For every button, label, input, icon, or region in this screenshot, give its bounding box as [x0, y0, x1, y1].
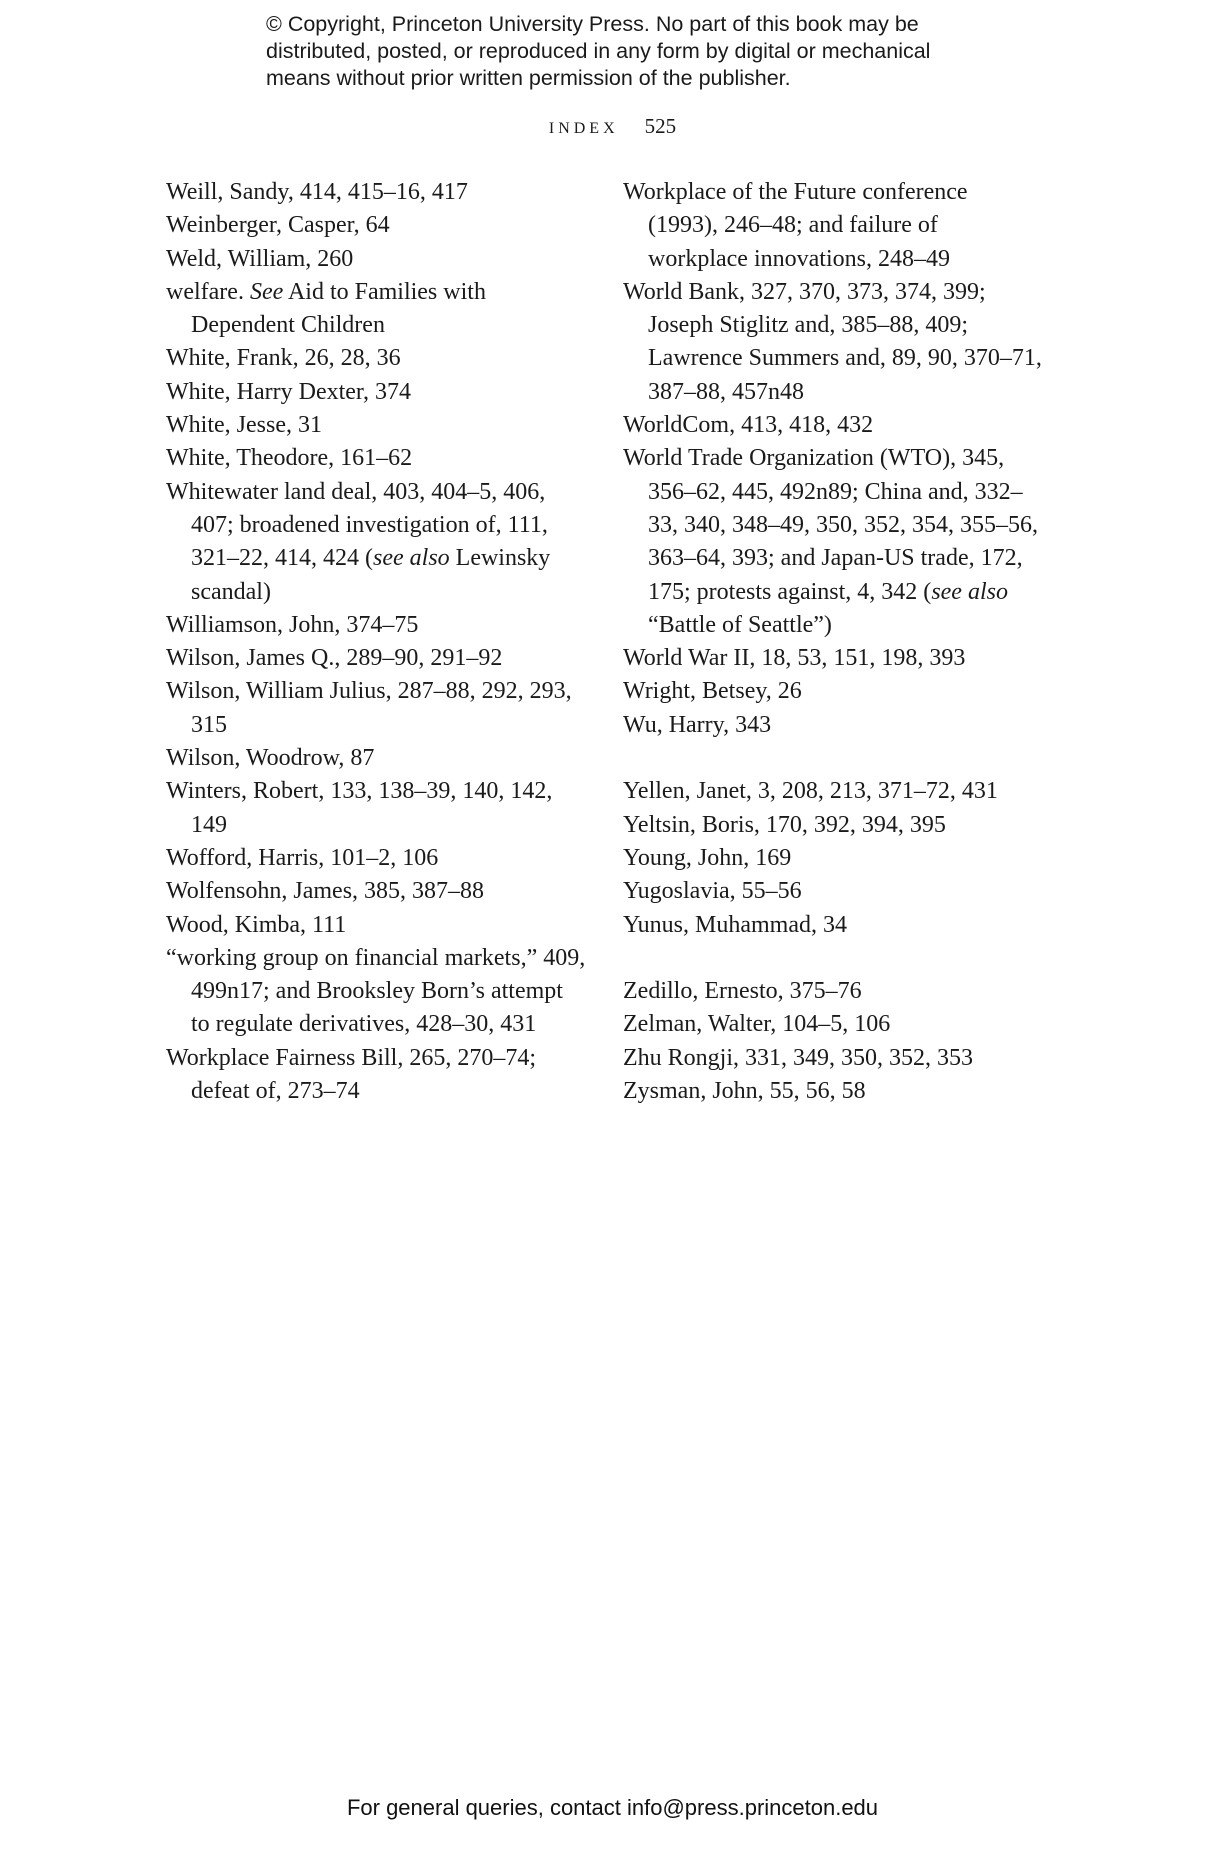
copyright-line: distributed, posted, or reproduced in any form by digital or mechanical [266, 39, 931, 63]
index-column-left [166, 176, 586, 1108]
index-entry [623, 176, 1043, 276]
entry-text: Yunus, Muhammad, 34 [623, 911, 847, 938]
index-entry [623, 1042, 1043, 1075]
index-entry [166, 942, 586, 1042]
entry-text: Wolfensohn, James, 385, 387–88 [166, 878, 485, 905]
entry-text: Zedillo, Ernesto, 375–76 [623, 978, 862, 1005]
index-entry [623, 975, 1043, 1008]
index-entry [166, 609, 586, 642]
entry-text: White, Theodore, 161–62 [166, 445, 413, 472]
entry-text: Wright, Betsey, 26 [623, 678, 802, 705]
index-entry [623, 775, 1043, 808]
index-entry [623, 642, 1043, 675]
entry-text: Winters, Robert, 133, 138–39, 140, 142, 149 [166, 778, 553, 838]
entry-text: White, Frank, 26, 28, 36 [166, 345, 401, 372]
entry-text: welfare. [166, 278, 250, 305]
entry-text: Zhu Rongji, 331, 349, 350, 352, 353 [623, 1044, 974, 1071]
entry-cross-reference: see also [373, 545, 450, 572]
index-entry [166, 642, 586, 675]
entry-text: Weld, William, 260 [166, 245, 354, 272]
index-entry [166, 476, 586, 609]
index-entry [166, 842, 586, 875]
running-head [0, 114, 1225, 139]
entry-text: Wilson, Woodrow, 87 [166, 745, 375, 772]
entry-cross-reference: see also [931, 578, 1008, 605]
index-entry [623, 875, 1043, 908]
entry-text: Whitewater land deal, 403, 404–5, 406, 407; broadened investigation of, 111, 321–22, 414, 424 ( [166, 478, 548, 572]
index-entry [166, 442, 586, 475]
index-entry [166, 675, 586, 742]
index-entry [166, 875, 586, 908]
entry-text: Weinberger, Casper, 64 [166, 212, 390, 239]
index-entry [166, 243, 586, 276]
index-entry [623, 909, 1043, 942]
index-entry [166, 775, 586, 842]
entry-text: White, Jesse, 31 [166, 412, 322, 439]
index-entry [166, 376, 586, 409]
entry-text: Wood, Kimba, 111 [166, 911, 347, 938]
footer-contact: For general queries, contact info@press.princeton.edu [346, 1795, 879, 1820]
entry-text: World Bank, 327, 370, 373, 374, 399; Joseph Stiglitz and, 385–88, 409; Lawrence Summers and, 89, 90, 370–71, 387–88, 457n48 [623, 278, 1042, 405]
copyright-notice [266, 11, 986, 92]
entry-text: Wu, Harry, 343 [623, 711, 772, 738]
entry-text: Zelman, Walter, 104–5, 106 [623, 1011, 891, 1038]
index-entry [166, 342, 586, 375]
entry-text: World War II, 18, 53, 151, 198, 393 [623, 645, 966, 672]
entry-text: Young, John, 169 [623, 844, 792, 871]
index-entry [623, 442, 1043, 642]
entry-text: White, Harry Dexter, 374 [166, 378, 411, 405]
index-entry [623, 1075, 1043, 1108]
index-entry [623, 675, 1043, 708]
entry-text: Yugoslavia, 55–56 [623, 878, 802, 905]
copyright-line: means without prior written permission of the publisher. [266, 66, 791, 90]
entry-text: Wilson, James Q., 289–90, 291–92 [166, 645, 503, 672]
entry-text: WorldCom, 413, 418, 432 [623, 412, 874, 439]
entry-text: Zysman, John, 55, 56, 58 [623, 1078, 866, 1105]
index-entry [623, 842, 1043, 875]
entry-text: Workplace Fairness Bill, 265, 270–74; defeat of, 273–74 [166, 1044, 537, 1105]
index-entry [166, 409, 586, 442]
index-entry [166, 209, 586, 242]
index-entry [166, 276, 586, 343]
entry-cross-reference: See [249, 278, 284, 305]
index-entry [623, 809, 1043, 842]
index-entry [166, 176, 586, 209]
entry-text: Yellen, Janet, 3, 208, 213, 371–72, 431 [623, 778, 998, 805]
index-entry [623, 709, 1043, 742]
copyright-line: © Copyright, Princeton University Press. No part of this book may be [266, 12, 919, 36]
entry-text: Williamson, John, 374–75 [166, 611, 419, 638]
entry-text: Wofford, Harris, 101–2, 106 [166, 844, 439, 871]
entry-text: Workplace of the Future conference (1993), 246–48; and failure of workplace innovations, 248–49 [623, 179, 968, 272]
entry-text: “working group on financial markets,” 409, 499n17; and Brooksley Born’s attempt to regulate derivatives, 428–30, 431 [166, 944, 586, 1038]
entry-text: World Trade Organization (WTO), 345, 356–62, 445, 492n89; China and, 332–33, 340, 348–49, 350, 352, 354, 355–56, 363–64, 393; and Japan-US trade, 172, 175; protests against, 4, 342 ( [623, 445, 1038, 605]
index-entry [166, 909, 586, 942]
running-head-label: INDEX [548, 120, 619, 137]
entry-text: Weill, Sandy, 414, 415–16, 417 [166, 179, 468, 205]
entry-text: Lewinsky scandal) [191, 545, 551, 605]
entry-text: Aid to Families with Dependent Children [191, 278, 486, 339]
index-column-right [623, 176, 1043, 1108]
index-entry [623, 1008, 1043, 1041]
section-gap [623, 942, 1043, 975]
index-entry [623, 409, 1043, 442]
entry-text: “Battle of Seattle”) [648, 611, 832, 638]
index-entry [623, 276, 1043, 409]
entry-text: Wilson, William Julius, 287–88, 292, 293, 315 [166, 678, 572, 738]
index-entry [166, 742, 586, 775]
index-entry [166, 1042, 586, 1109]
page-number: 525 [644, 114, 677, 138]
section-gap [623, 742, 1043, 775]
entry-text: Yeltsin, Boris, 170, 392, 394, 395 [623, 811, 946, 838]
